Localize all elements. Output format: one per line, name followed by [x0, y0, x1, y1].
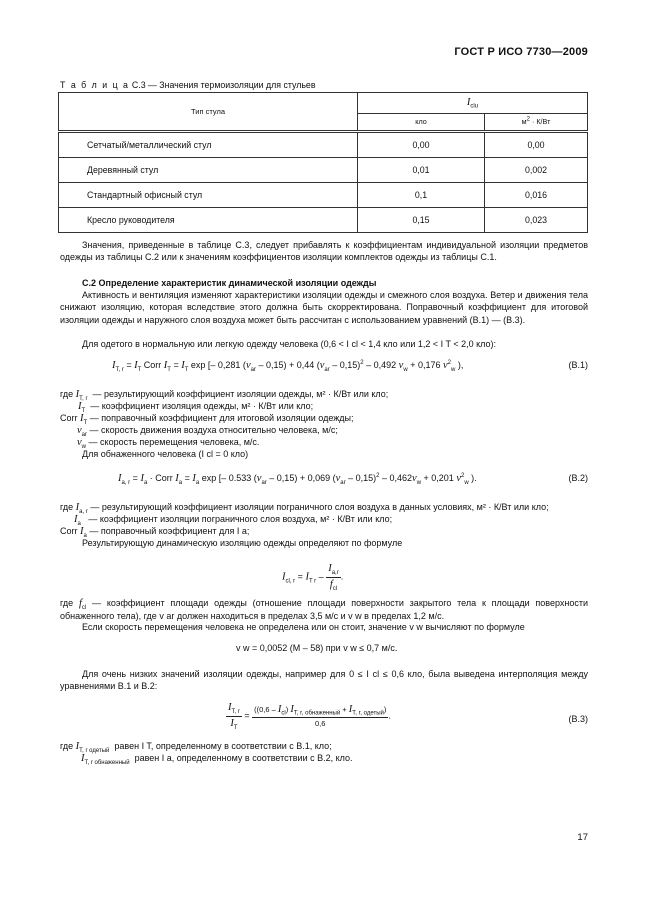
equation-b2-number: (В.2): [568, 473, 588, 483]
paragraph-low-insulation: Для очень низких значений изоляции одежды, например для 0 ≤ I cl ≤ 0,6 кло, была выведена интерполяция между уравнениями В.1 и В.2:: [60, 669, 588, 692]
table-row: Сетчатый/металлический стул 0,00 0,00: [59, 132, 588, 158]
def-itr-naked: $I_{T, r обнаженный}$ равен I a, определенному в соответствии с В.2, кло.: [81, 753, 353, 766]
def-iar: где $I_{a, r}$ — результирующий коэффициент изоляции пограничного слоя воздуха в данных условиях, м² · К/Вт или кло;: [60, 502, 549, 515]
def-ia: $I_a$ — коэффициент изоляции пограничного слоя воздуха, м² · К/Вт или кло;: [74, 514, 393, 527]
equation-b3-number: (В.3): [568, 714, 588, 724]
col-header-chair-type: Тип стула: [59, 93, 358, 132]
def-fcl: где $f_{cl}$ — коэффициент площади одежды (отношение площади поверхности закрытого тела к площади поверхности обнаженного тела), где v ar должен находиться в пределах 3,5 м/с и v w в пределах 1,2 м/с.: [60, 598, 589, 622]
section-heading: С.2 Определение характеристик динамической изоляции одежды: [82, 278, 377, 288]
equation-b2: $I_{a, r} = I_a$ · Corr $I_a = I_a$ exp [– 0.533 $(v_{ar} - 0,15) + 0,069$ $(v_{ar} - 0,15)^2 - 0,462v_w + 0,201$ $v^2_w$ ).: [118, 473, 477, 486]
paragraph-resulting: Результирующую динамическую изоляцию одежды определяют по формуле: [82, 538, 403, 548]
equation-iclr: $I_{cl, r} = I_{T r}$ – $\frac{I_{a,r}}{f_{cl}}$ .: [282, 563, 344, 592]
paragraph-table-note: Значения, приведенные в таблице С.3, следует прибавлять к коэффициентам индивидуальной изоляции предметов одежды из таблицы С.2 или к значениям коэффициентов изоляции комплектов одежды из таблицы С.1.: [60, 240, 588, 263]
paragraph-activity: Активность и вентиляция изменяют характеристики изоляции одежды и смежного слоя воздуха. Ветер и движения тела снижают изоляцию, которая вследствие этого должна быть скорректирована. Поправочный коэффициент для итоговой изоляции одежды и наружного слоя воздуха может быть рассчитан с использованием уравнений (В.1) — (В.3).: [60, 290, 588, 325]
paragraph-speed: Если скорость перемещения человека не определена или он стоит, значение v w вычисляют по формуле: [82, 622, 525, 632]
def-itr: где $I_{T, r}$ — результирующий коэффициент изоляции одежды, м² · К/Вт или кло;: [60, 389, 389, 402]
table-caption: [60, 80, 316, 91]
table-row: Стандартный офисный стул 0,1 0,016: [59, 183, 588, 208]
equation-b3: $\frac{I_{T, r}}{I_T}$ = $\frac{((0,6 - I_{cl}) I_{T, r, обнаженный} + I_{T, r, одетый})}{0,6}$ .: [228, 702, 391, 731]
paragraph-dressed: Для одетого в нормальную или легкую одежду человека (0,6 < I cl < 1,4 кло или 1,2 < I T < 2,0 кло):: [82, 339, 497, 349]
equation-vw: v w = 0,0052 (M – 58) при v w ≤ 0,7 м/с.: [236, 643, 398, 653]
def-corr-it: Corr $I_T$ — поправочный коэффициент для итоговой изоляции одежды;: [60, 413, 354, 426]
col-header-si: $м^2 \cdot К/Вт$: [485, 114, 588, 132]
col-header-clo: кло: [358, 114, 485, 132]
def-corr-ia: Corr $I_a$ — поправочный коэффициент для I a;: [60, 526, 250, 539]
chair-insulation-table: [58, 92, 588, 233]
page-number: 17: [577, 832, 588, 843]
table-caption-text: С.3 — Значения термоизоляции для стульев: [131, 80, 316, 90]
def-itr-dressed: где $I_{T, r одетый}$ равен I T, определенному в соответствии с В.1, кло;: [60, 741, 332, 754]
paragraph-naked: Для обнаженного человека (I cl = 0 кло): [82, 449, 249, 459]
col-header-group: $I_{clu}$: [358, 93, 588, 114]
def-it: $I_T$ — коэффициент изоляция одежды, м² · К/Вт или кло;: [78, 401, 314, 414]
table-caption-prefix: Т а б л и ц а: [60, 80, 130, 90]
def-var: $v_{ar}$ — скорость движения воздуха относительно человека, м/с;: [77, 425, 338, 438]
document-code: ГОСТ Р ИСО 7730—2009: [454, 46, 588, 58]
equation-b1-number: (В.1): [568, 360, 588, 370]
def-vw: $v_w$ — скорость перемещения человека, м/с.: [77, 437, 260, 450]
equation-b1: $I_{T, r} = I_T$ Corr $I_T = I_T$ exp [– 0,281 $(v_{ar} - 0,15) + 0,44$ $(v_{ar} - 0,15)^2 - 0,492$ $v_w + 0,176$ $v^2_w$ ),: [112, 360, 464, 373]
table-row: Кресло руководителя 0,15 0,023: [59, 208, 588, 233]
table-row: Деревянный стул 0,01 0,002: [59, 158, 588, 183]
